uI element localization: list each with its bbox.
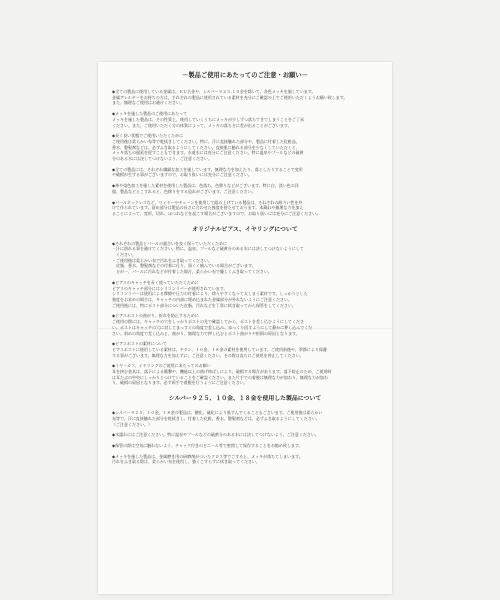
text-line: メッキ落ちの遅延を促すこともできます。水道水には充分にご注意ください。特に温泉やプールなどの硫黄: [112, 150, 304, 156]
text-line: 強度をお求めの場合は、キャッチの内部に埋め込まれた金属部分が外れないようにご注意ください。: [112, 296, 292, 302]
earring-notes-list: [112, 241, 378, 386]
text-line: ◆シルバー９２５、１０金、１８金の製品は、酸化、硫化により黒ずんでくることもございます。ご使用後は柔らかい: [112, 410, 323, 416]
document-title: －製品ご使用にあたってのご注意・お願い－: [182, 72, 308, 79]
note-paragraph: [112, 313, 378, 336]
text-line: い。ポストはキャッチの穴に対してまっすぐの角度で差し込み、ゆっくり回すようにして静かに押し込んでくだ: [112, 324, 313, 330]
text-line: 万が一、パールに汚れなどが付着した場合、柔らかい布で優しくふき取ってください。: [112, 269, 272, 275]
text-line: ◆革や染色加工を施した素材を使用した製品は、色落ち、色移りなどがございます。特に白、淡い色の洋: [112, 183, 299, 189]
text-line: 耳を挟む金具は、落下による衝撃や、機能以上の曲げ伸ばしにより、破損する場合があります。落下防止のため、ご使用時: [112, 369, 332, 375]
text-line: さい。斜めの角度で差し込みと、曲がり、無理な力で押し込むとポスト曲がりや折損の原因となります。: [112, 330, 300, 336]
note-paragraph: [112, 241, 378, 275]
text-line: ◆全ての製品に使用している金属は、ＥＵ合金や、シルバー９２５.１０金を除いて、各色メッキを施しています。: [112, 89, 316, 94]
note-paragraph: [112, 341, 378, 358]
note-paragraph: [112, 363, 378, 386]
section-title-earrings: オリジナルピアス、イヤリングについて: [192, 226, 298, 233]
text-line: 金属アレルギーをお持ちの方は、それぞれの製品に使用されている素材を充分にご確認の上でご使用いただくようお願い致します。: [112, 94, 348, 100]
text-line: また、無理なご使用はお避けください。: [112, 100, 184, 106]
text-line: 汚れをふき取る際は、柔らかい布を使用し、強くこすらずに拭き取ってください。: [112, 459, 260, 465]
text-line: ◆ピアスポストの曲がり、折れを防止するために: [112, 313, 199, 319]
text-line: ピアスのキャッチ部分にはシリコンラバーが使用されています。: [112, 285, 228, 291]
text-line: ・ご使用後は柔らかい布で汚れをふき取ってください。: [112, 257, 212, 263]
text-line: ◆ピアスポストの素材について: [112, 341, 167, 347]
text-line: 皮脂、香水、整髪剤などの付着に仕り、黒くく痛んでいる場合がございます。: [112, 263, 256, 269]
text-line: ピアスポストに使用している素材は、チタン、１０金、１８金の素材を使用しています。ご使用前後や、季節により保護: [112, 346, 327, 352]
text-line: 香水、整髪剤などは、必ずふき取るようにしてください。直接肌に触れる部分を少なくしていただくと、: [112, 144, 300, 150]
text-line: 分のある水には決してつけないよう、ご注意ください。: [112, 156, 212, 162]
note-paragraph: [112, 133, 378, 162]
care-notes-list: [112, 111, 378, 217]
text-line: り、破損の原因となります。必ず両手で着脱を行うようにご注意ください。: [112, 380, 248, 386]
text-line: ◆イヤーカフ、イヤリングのご使用にあたってのお願い: [112, 363, 211, 369]
note-paragraph: [112, 410, 378, 427]
sheet-content: [112, 70, 378, 470]
text-line: は耳たぶの中央にしっかりとつけていることをご確認ください。また片手での着脱は無理な力が加わり、無理な力が加わ: [112, 374, 328, 380]
text-line: ることによって、変形、切れ、ほつれなどを起こす場合がございますので、お取り扱いには充分にご注意ください。: [112, 210, 321, 216]
note-paragraph: [112, 432, 378, 438]
note-paragraph: [112, 454, 378, 465]
note-paragraph: [112, 111, 378, 128]
text-line: ◆それぞれの製品とパールの風合いを良く保っていただくために: [112, 240, 227, 246]
text-line: ください。また、ご使用いただく方の体質によって、メッキの落ち方に差が出ることがございます。: [112, 122, 292, 128]
text-line: ◆全ての製品には、それぞれ繊細な加工を施しています。無理な力を加えたり、落としたりすることで変形: [112, 166, 303, 172]
text-line: メッキを施した製品は、その性質上、使用していくうちにメッキが少しずつ落ちてきてしまうことをご了承: [112, 116, 304, 122]
note-paragraph: [112, 200, 378, 217]
text-line: 布等で、汗に直接触れた部分を乾拭きし、付着した化粧、香水、整髪剤などは、必ずふき取るようにしてください。: [112, 415, 320, 421]
text-line: ◆長く良い状態でご使用いただくために: [112, 133, 184, 139]
text-line: ◆水濡れにはご注意ください。特に温泉やプールなどの硫黄分のある水には決してつけないよう、ご注意ください。: [112, 432, 319, 438]
instruction-sheet: [98, 62, 392, 594]
section-title-silver-gold: シルバー９２５、１０金、１８金を使用した製品について: [168, 396, 322, 403]
text-line: ◆ピアスのキャッチを長く使っていただくために: [112, 279, 199, 285]
silver-gold-notes-list: [112, 410, 378, 465]
text-line: シリコンラバーは使用による摩擦や圧力の付着により、徐々やすくなって太しまう素材です。しっかりとした: [112, 291, 308, 297]
text-line: や破損が生ずる事がございますので、お取り扱いには充分にご注意ください。: [112, 172, 252, 178]
text-line: けて作られています。留め部分は製品の長さに合わせた強度を持たせております。本蔵れや無理な力を加え: [112, 205, 304, 211]
note-paragraph: [112, 280, 378, 309]
text-line: ◆保管の際は空気に触れないよう、チャック付きのビニール等で密閉して保存することをお勧め致します。: [112, 442, 303, 448]
text-line: ・汗に溶れる事を避けてください。特に、温泉、プールなど硫黄分のある水には決してつけないようにして: [112, 246, 304, 252]
text-line: ◆パールネックレスなど、ワイヤーやチェーンを使用して組み上げている製品は、それぞれの耐力い性を弁: [112, 199, 303, 205]
text-line: （ご注意ください。）: [112, 421, 152, 427]
text-line: ご使用後は柔らかい布等で乾拭きしてください。特に、汗に直接触れた部分や、製品に付着した化粧品、: [112, 138, 300, 144]
text-line: する事がございます。無理な力を加えずに、ご注意ください。その際は直ちにご使用を停止してください。: [112, 352, 304, 358]
text-line: ◆メッキを施した製品は、金属磨き用の研磨剤がついたクロス等でこすると、メッキが落ちてしまいます。: [112, 453, 303, 459]
intro-paragraph: [112, 89, 378, 106]
text-line: ください。: [112, 252, 136, 258]
text-line: ご使用後には、特にポスト部分についた皮脂、汚れなどを丁寧に拭き取ってから保管をしてください。: [112, 302, 296, 308]
text-line: ご使用の際には、キャッチの穴をしっかりポストの先で確認してから、ポストを差し込むようにしてくださ: [112, 319, 304, 325]
text-line: ◆メッキを施した製品のご使用にあたって: [112, 111, 188, 117]
note-paragraph: [112, 183, 378, 194]
note-paragraph: [112, 167, 378, 178]
text-line: 服、製品などとこすれると、色移りをする恐れがございます。ご注意ください。: [112, 188, 256, 194]
note-paragraph: [112, 443, 378, 449]
